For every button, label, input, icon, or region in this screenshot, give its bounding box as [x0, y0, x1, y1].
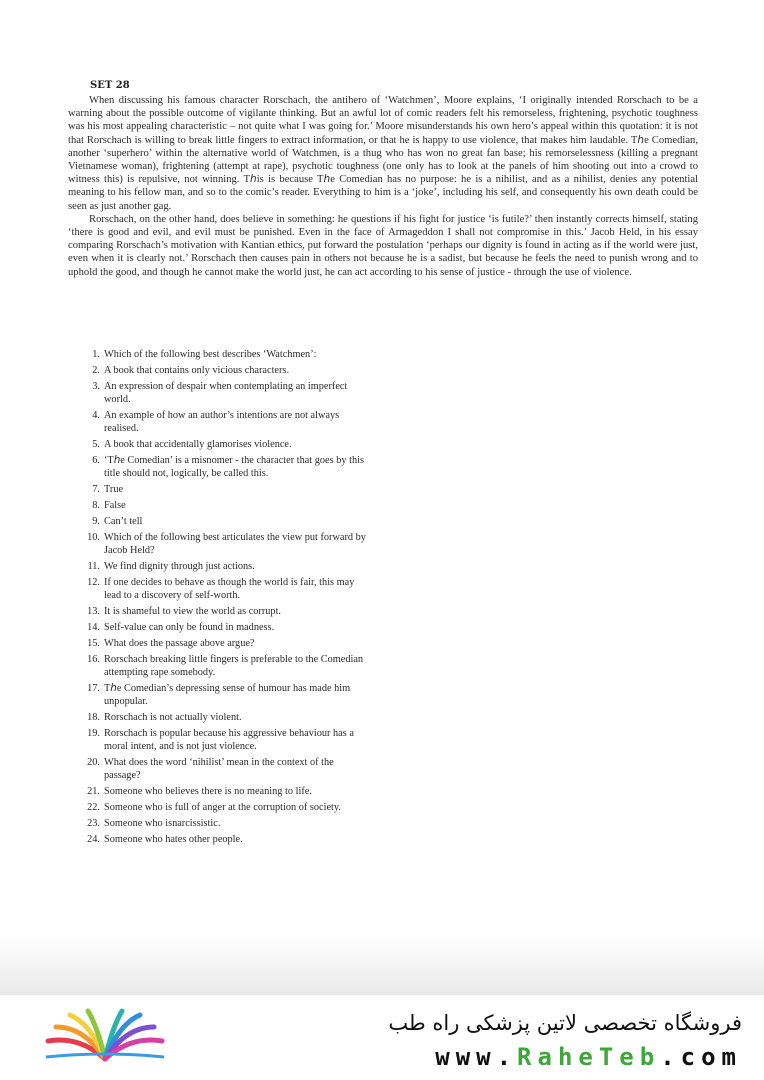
footer-banner [0, 995, 764, 1080]
list-item: 1. Which of the following best describes ‘Watchmen’: [92, 349, 317, 360]
list-item: 8. False [92, 500, 126, 511]
passage-paragraph-2: Rorschach, on the other hand, does believe in something: he questions if his fight for justice ‘is futile?’ then instantly corrects himself, stating ‘there is good and evil, and evil must be punished. Even in the face of Armageddon I shall not compromise in this.’ Jacob Held, in his essay comparing Rorschach’s motivation with Kantian ethics, put forward the postulation ‘perhaps our dignity is found in acting as if the world were just, even when it is clearly not.’ Rorschach then causes pain in others not because he is a sadist, but because he feels the need to punish wrong and to uphold the good, and though he cannot make the world just, he can act according to his sense of justice - through the use of violence. [68, 213, 698, 278]
page-shadow [0, 935, 764, 995]
list-item: 3. An expression of despair when contemplating an imperfect world. [92, 381, 348, 405]
list-item: 6. ‘Tℎe Comedian’ is a misnomer - the character that goes by this title should not, logically, be called this. [92, 455, 364, 479]
list-item: 10. Which of the following best articulates the view put forward by Jacob Held? [87, 532, 366, 556]
website-url[interactable]: www.RaheTeb.com [435, 1043, 742, 1071]
list-item: 13. It is shameful to view the world as corrupt. [87, 606, 282, 617]
list-item: 18. Rorschach is not actually violent. [87, 712, 242, 723]
passage [68, 94, 698, 279]
list-item: 19. Rorschach is popular because his aggressive behaviour has a moral intent, and is not just violence. [87, 728, 354, 752]
list-item: 14. Self-value can only be found in madness. [87, 622, 275, 633]
list-item: 17. Tℎe Comedian’s depressing sense of humour has made him unpopular. [87, 683, 351, 707]
list-item: 12. If one decides to behave as though the world is fair, this may lead to a discovery of self-worth. [87, 577, 355, 601]
brand-name: RaheTeb [517, 1043, 661, 1071]
list-item: 22. Someone who is full of anger at the corruption of society. [87, 802, 341, 813]
list-item: 2. A book that contains only vicious characters. [92, 365, 290, 376]
list-item: 15. What does the passage above argue? [87, 638, 255, 649]
shop-name: فروشگاه تخصصی لاتین پزشکی راه طب [388, 1011, 742, 1035]
open-book-logo-icon [40, 1007, 170, 1067]
list-item: 7. True [92, 484, 124, 495]
list-item: 21. Someone who believes there is no meaning to life. [87, 786, 312, 797]
passage-paragraph-1: When discussing his famous character Rorschach, the antihero of ‘Watchmen’, Moore explains, ‘I originally intended Rorschach to be a warning about the possible outcome of vigilante thinking. But an awful lot of comic readers felt his remorseless, frightening, psychotic toughness was his most appealing characteristic – not quite what I was going for.’ Moore misunderstands his own hero’s appeal within this quotation: it is not that Rorschach is willing to break little fingers to extract information, or that he is happy to use violence, that makes him laudable. Tℎe Comedian, another ‘superhero’ within the alternative world of Watchmen, is a thug who has won no great fan base; his remorselessness (killing a pregnant Vietnamese woman), frightening (attempt at rape), psychotic toughness (one only has to look at the panels of him shooting out into a crowd to witness this) is repulsive, not winning. Tℎis is because Tℎe Comedian has no purpose: he is a nihilist, and as a nihilist, denies any potential meaning to his fellow man, and so to the comic’s reader. Everything to him is a ‘joke’, including his self, and consequently his own death could be seen as just another gag. [68, 95, 698, 212]
list-item: 9. Can’t tell [92, 516, 143, 527]
list-item: 24. Someone who hates other people. [87, 834, 243, 845]
list-item: 23. Someone who isnarcissistic. [87, 818, 221, 829]
list-item: 16. Rorschach breaking little fingers is preferable to the Comedian attempting rape somebody. [87, 654, 364, 678]
list-item: 5. A book that accidentally glamorises violence. [92, 439, 292, 450]
question-list [70, 348, 370, 849]
list-item: 11. We find dignity through just actions. [87, 561, 255, 572]
list-item: 4. An example of how an author’s intentions are not always realised. [92, 410, 340, 434]
list-item: 20. What does the word ‘nihilist’ mean in the context of the passage? [87, 757, 334, 781]
set-title: SET 28 [90, 80, 130, 91]
